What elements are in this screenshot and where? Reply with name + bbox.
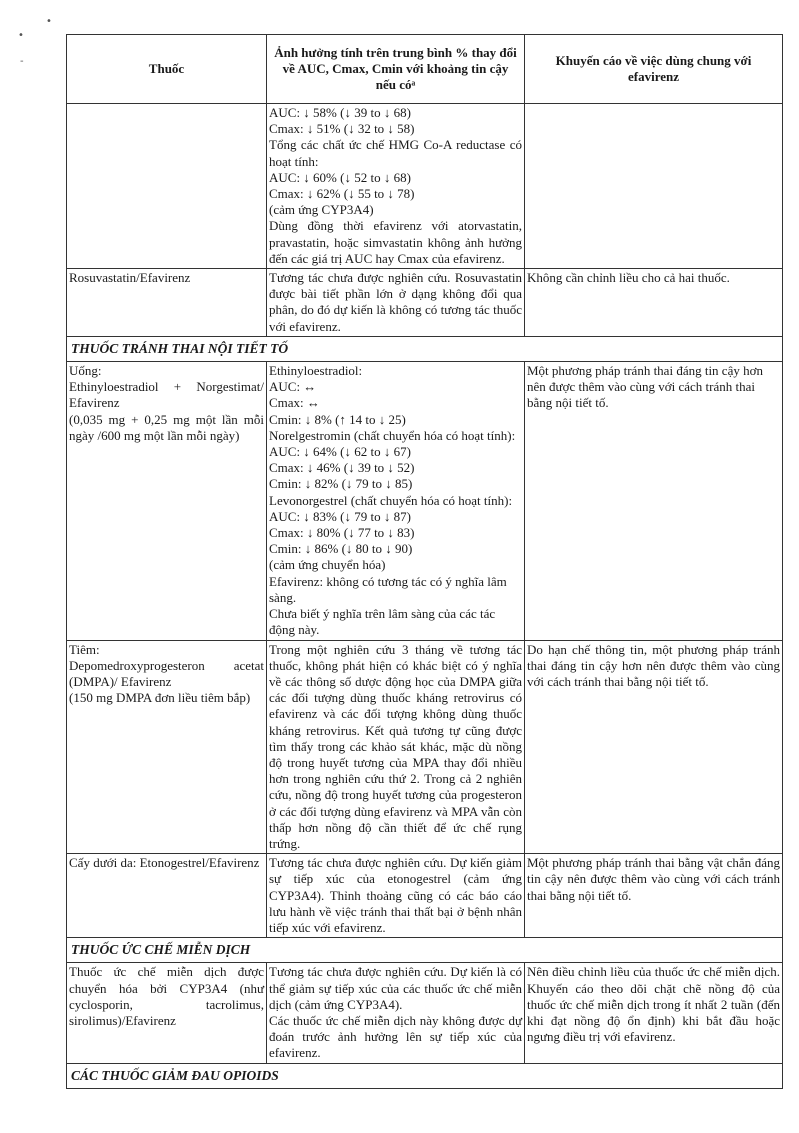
- effect-cell: [267, 362, 525, 640]
- drug-line: Ethinyloestradiol + Norgestimat/ Efavirenz: [69, 379, 264, 411]
- effect-line: Ethinyloestradiol:: [269, 363, 363, 379]
- effect-cell: Tương tác chưa được nghiên cứu. Dự kiến giảm sự tiếp xúc của etonogestrel (cảm ứng CYP3A4). Thỉnh thoảng cũng có các báo cáo lưu hành về việc tránh thai thất bại ở bệnh nhân tiếp xúc với efavirenz.: [267, 854, 525, 938]
- section-title: THUỐC TRÁNH THAI NỘI TIẾT TỐ: [67, 336, 783, 361]
- table-row: [67, 963, 783, 1063]
- effect-line: Cmax: ↓ 51% (↓ 32 to ↓ 58): [269, 121, 415, 137]
- table-row: [67, 640, 783, 854]
- section-title: CÁC THUỐC GIẢM ĐAU OPIOIDS: [67, 1063, 783, 1088]
- effect-line: (cảm ứng CYP3A4): [269, 202, 374, 218]
- drug-line: Depomedroxyprogesteron acetat (DMPA)/ Efavirenz: [69, 657, 264, 689]
- header-drug: Thuốc: [67, 35, 267, 104]
- effect-line: AUC: ↔: [269, 379, 317, 395]
- effect-line: Efavirenz: không có tương tác có ý nghĩa lâm sàng.: [269, 573, 507, 605]
- table-header-row: [67, 35, 783, 104]
- drug-interaction-table-page: [66, 34, 782, 1089]
- effect-line: Cmax: ↔: [269, 395, 320, 411]
- effect-line: Cmin: ↓ 82% (↓ 79 to ↓ 85): [269, 476, 413, 492]
- section-header-row: [67, 336, 783, 361]
- drug-cell: Rosuvastatin/Efavirenz: [67, 269, 267, 337]
- recommendation-cell: Không cần chỉnh liều cho cả hai thuốc.: [525, 269, 783, 337]
- table-row: [67, 104, 783, 269]
- effect-line: Levonorgestrel (chất chuyển hóa có hoạt tính):: [269, 492, 513, 508]
- effect-line: Norelgestromin (chất chuyển hóa có hoạt tính):: [269, 427, 516, 443]
- effect-cell: [267, 963, 525, 1063]
- scan-dot: •: [46, 16, 52, 27]
- table-row: [67, 362, 783, 640]
- drug-line: (150 mg DMPA đơn liều tiêm bắp): [69, 690, 251, 706]
- recommendation-cell: Một phương pháp tránh thai bằng vật chắn đáng tin cậy nên được thêm vào cùng với cách tránh thai bằng nội tiết tố.: [525, 854, 783, 938]
- effect-line: AUC: ↓ 83% (↓ 79 to ↓ 87): [269, 508, 411, 524]
- effect-line: Cmin: ↓ 8% (↑ 14 to ↓ 25): [269, 411, 406, 427]
- table-row: [67, 854, 783, 938]
- effect-line: AUC: ↓ 64% (↓ 62 to ↓ 67): [269, 444, 411, 460]
- drug-line: Tiêm:: [69, 641, 100, 657]
- effect-line: Các thuốc ức chế miễn dịch này không được dự đoán trước ảnh hưởng lên sự tiếp xúc của efavirenz.: [269, 1012, 522, 1061]
- section-title: THUỐC ỨC CHẾ MIỄN DỊCH: [67, 938, 783, 963]
- section-header-row: [67, 1063, 783, 1088]
- section-header-row: [67, 938, 783, 963]
- effect-cell: [267, 104, 525, 269]
- header-recommendation: Khuyến cáo về việc dùng chung với efavirenz: [525, 35, 783, 104]
- drug-line: Uống:: [69, 363, 102, 379]
- table-row: [67, 269, 783, 337]
- drug-cell: Thuốc ức chế miễn dịch được chuyển hóa bởi CYP3A4 (như cyclosporin, tacrolimus, sirolimus)/Efavirenz: [67, 963, 267, 1063]
- effect-line: Cmax: ↓ 46% (↓ 39 to ↓ 52): [269, 460, 415, 476]
- recommendation-cell: Do hạn chế thông tin, một phương pháp tránh thai đáng tin cậy hơn nên được thêm vào cùng với cách tránh thai bằng nội tiết tố.: [525, 640, 783, 854]
- effect-line: Tổng các chất ức chế HMG Co-A reductase có hoạt tính:: [269, 137, 522, 169]
- recommendation-cell: Một phương pháp tránh thai đáng tin cậy hơn nên được thêm vào cùng với cách tránh thai bằng nội tiết tố.: [525, 362, 783, 640]
- effect-line: Cmax: ↓ 80% (↓ 77 to ↓ 83): [269, 525, 415, 541]
- drug-interaction-table: [66, 34, 783, 1089]
- drug-cell: [67, 640, 267, 854]
- drug-cell: [67, 104, 267, 269]
- effect-line: Tương tác chưa được nghiên cứu. Dự kiến là có thể giảm sự tiếp xúc của các thuốc ức chế miễn dịch (cảm ứng CYP3A4).: [269, 964, 522, 1012]
- effect-line: AUC: ↓ 58% (↓ 39 to ↓ 68): [269, 105, 411, 120]
- effect-line: Cmax: ↓ 62% (↓ 55 to ↓ 78): [269, 186, 415, 202]
- recommendation-cell: [525, 104, 783, 269]
- drug-cell: Cấy dưới da: Etonogestrel/Efavirenz: [67, 854, 267, 938]
- effect-line: AUC: ↓ 60% (↓ 52 to ↓ 68): [269, 169, 411, 185]
- scan-dot: •: [18, 30, 24, 41]
- drug-line: (0,035 mg + 0,25 mg một lần mỗi ngày /600 mg một lần mỗi ngày): [69, 411, 264, 443]
- header-effect: Ảnh hưởng tính trên trung bình % thay đổi về AUC, Cmax, Cmin với khoảng tin cậy nếu cóᵃ: [267, 35, 525, 104]
- drug-cell: [67, 362, 267, 640]
- scan-dot: -: [20, 56, 24, 67]
- effect-line: Dùng đồng thời efavirenz với atorvastatin, pravastatin, hoặc simvastatin không ảnh hưởng đến các giá trị AUC hay Cmax của efavirenz.: [269, 218, 522, 266]
- recommendation-cell: Nên điều chỉnh liều của thuốc ức chế miễn dịch. Khuyến cáo theo dõi chặt chẽ nồng độ của thuốc ức chế miễn dịch trong ít nhất 2 tuần (đến khi đạt nồng độ ổn định) khi bắt đầu hoặc ngưng điều trị với efavirenz.: [525, 963, 783, 1063]
- effect-cell: Tương tác chưa được nghiên cứu. Rosuvastatin được bài tiết phần lớn ở dạng không đổi qua phân, do đó dự kiến là không có tương tác thuốc với efavirenz.: [267, 269, 525, 337]
- effect-cell: Trong một nghiên cứu 3 tháng về tương tác thuốc, không phát hiện có khác biệt có ý nghĩa về các thông số dược động học của DMPA giữa các đối tượng dùng thuốc kháng retrovirus có efavirenz và các đối tượng không dùng thuốc kháng retrovirus. Kết quả tương tự cũng được tìm thấy trong các khảo sát khác, mặc dù nồng độ trong huyết tương của MPA thay đổi nhiều hơn trong nghiên cứu thứ 2. Trong cả 2 nghiên cứu, nồng độ trong huyết tương của progesteron ở các đối tượng dùng efavirenz và MPA vẫn còn thấp hơn nồng độ cần thiết để ức chế rụng trứng.: [267, 640, 525, 854]
- effect-line: Cmin: ↓ 86% (↓ 80 to ↓ 90): [269, 541, 413, 557]
- effect-line: (cảm ứng chuyển hóa): [269, 557, 386, 573]
- effect-line: Chưa biết ý nghĩa trên lâm sàng của các tác động này.: [269, 606, 496, 638]
